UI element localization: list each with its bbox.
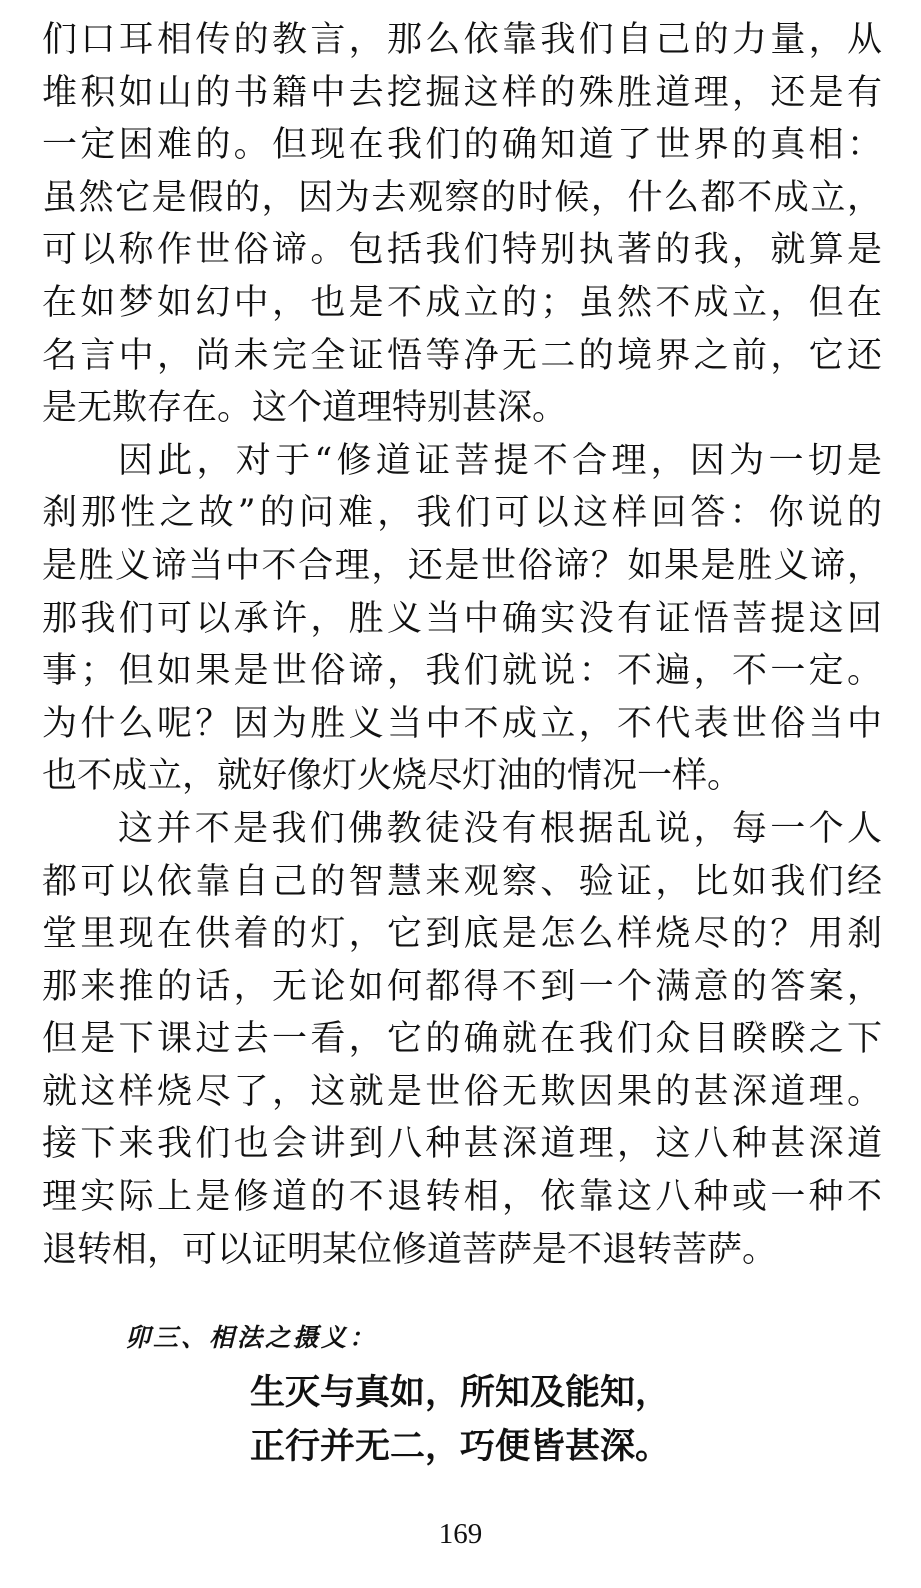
text-line: 堆积如山的书籍中去挖掘这样的殊胜道理，还是有	[42, 72, 882, 113]
text-line: 为什么呢？因为胜义当中不成立，不代表世俗当中	[42, 703, 882, 744]
text-line: 也不成立，就好像灯火烧尽灯油的情况一样。	[42, 756, 743, 797]
text-line: 名言中，尚未完全证悟等净无二的境界之前，它还	[42, 335, 882, 376]
text-line: 接下来我们也会讲到八种甚深道理，这八种甚深道	[42, 1124, 882, 1165]
text-line: 是无欺存在。这个道理特别甚深。	[42, 388, 568, 429]
text-line: 那来推的话，无论如何都得不到一个满意的答案，	[42, 966, 882, 1007]
text-line: 堂里现在供着的灯，它到底是怎么样烧尽的？用刹	[42, 914, 882, 955]
text-line: 们口耳相传的教言，那么依靠我们自己的力量，从	[42, 20, 882, 60]
verse-block	[250, 1366, 670, 1474]
verse-line: 生灭与真如，所知及能知，	[250, 1373, 671, 1413]
text-line: 但是下课过去一看，它的确就在我们众目睽睽之下	[42, 1019, 882, 1060]
section-heading: 卯三、相法之摄义：	[125, 1323, 378, 1352]
verse-line: 正行并无二，巧便皆甚深。	[250, 1427, 671, 1467]
text-line: 都可以依靠自己的智慧来观察、验证，比如我们经	[42, 861, 882, 902]
text-line: 理实际上是修道的不退转相，依靠这八种或一种不	[42, 1177, 882, 1218]
text-line: 一定困难的。但现在我们的确知道了世界的真相：	[42, 125, 882, 166]
page-number: 169	[438, 1518, 483, 1550]
text-line: 因此，对于“修道证菩提不合理，因为一切是	[118, 440, 882, 481]
body-text	[42, 14, 882, 1276]
text-line: 就这样烧尽了，这就是世俗无欺因果的甚深道理。	[42, 1071, 882, 1112]
text-line: 在如梦如幻中，也是不成立的；虽然不成立，但在	[42, 282, 882, 323]
text-line: 可以称作世俗谛。包括我们特别执著的我，就算是	[42, 230, 882, 271]
text-line: 退转相，可以证明某位修道菩萨是不退转菩萨。	[42, 1229, 778, 1270]
text-line: 虽然它是假的，因为去观察的时候，什么都不成立，	[42, 177, 882, 218]
text-line: 是胜义谛当中不合理，还是世俗谛？如果是胜义谛，	[42, 545, 882, 586]
text-line: 事；但如果是世俗谛，我们就说：不遍，不一定。	[42, 651, 882, 692]
text-line: 这并不是我们佛教徒没有根据乱说，每一个人	[118, 808, 882, 849]
text-line: 那我们可以承许，胜义当中确实没有证悟菩提这回	[42, 598, 882, 639]
text-line: 刹那性之故”的问难，我们可以这样回答：你说的	[42, 493, 882, 534]
